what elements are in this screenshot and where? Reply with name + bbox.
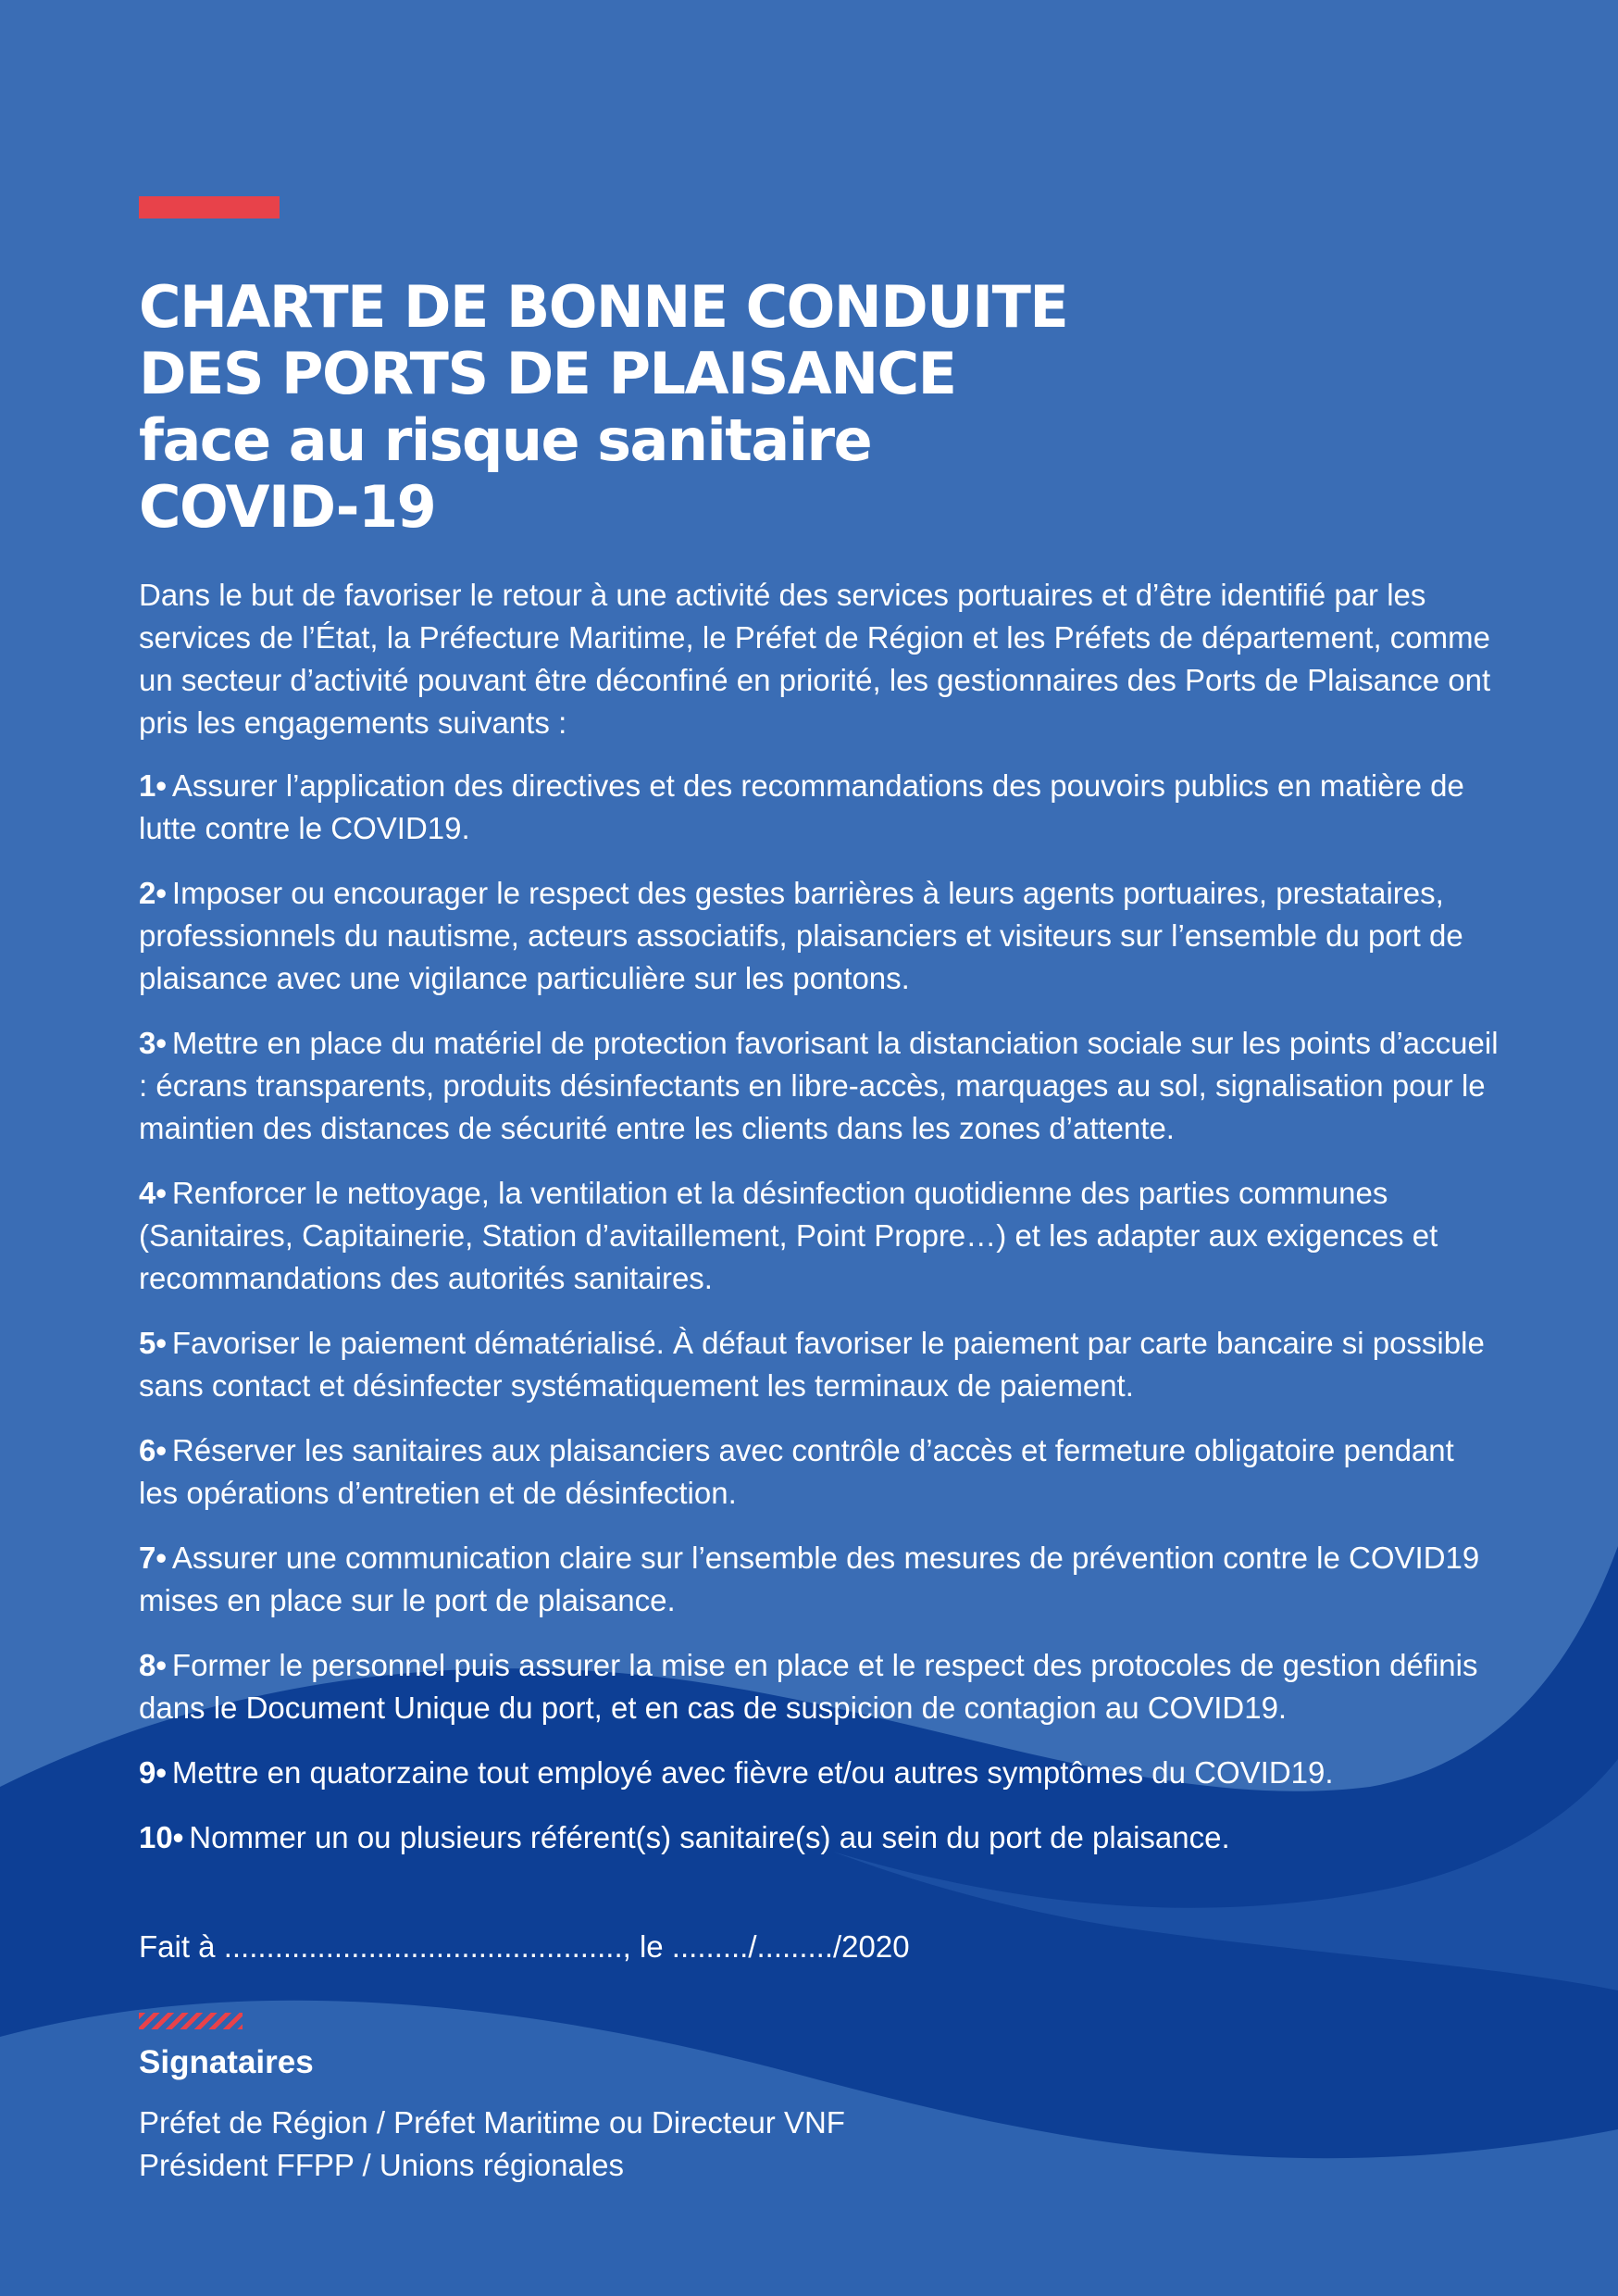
commitment-number: 8 <box>139 1648 156 1682</box>
bullet-separator: • <box>156 1026 167 1060</box>
commitment-text: Mettre en quatorzaine tout employé avec fièvre et/ou autres symptômes du COVID19. <box>171 1755 1334 1790</box>
commitment-number: 6 <box>139 1433 156 1467</box>
title-line-4: COVID-19 <box>139 473 436 541</box>
commitment-number: 1 <box>139 768 156 803</box>
signatory-line-1: Préfet de Région / Préfet Maritime ou Directeur VNF <box>139 2105 845 2140</box>
charter-content <box>139 196 1500 2187</box>
commitment-text: Réserver les sanitaires aux plaisanciers avec contrôle d’accès et fermeture obligatoire pendant les opérations d’entretien et de désinfection. <box>139 1433 1454 1510</box>
title-line-3: face au risque sanitaire <box>139 406 872 474</box>
commitment-number: 3 <box>139 1026 156 1060</box>
commitment-item-4 <box>139 1172 1500 1300</box>
title-line-1: CHARTE DE BONNE CONDUITE <box>139 273 1068 341</box>
bullet-separator: • <box>156 1648 167 1682</box>
commitment-text: Mettre en place du matériel de protection favorisant la distanciation sociale sur les points d’accueil : écrans transparents, produits désinfectants en libre-accès, marquages au sol, signalisation pour le maintien des distances de sécurité entre les clients dans les zones d’attente. <box>139 1026 1499 1145</box>
commitment-number: 7 <box>139 1541 156 1575</box>
commitment-number: 10 <box>139 1820 173 1854</box>
hatch-decoration <box>139 2013 243 2029</box>
commitments-list <box>139 765 1500 1859</box>
commitment-item-3 <box>139 1022 1500 1150</box>
commitment-text: Nommer un ou plusieurs référent(s) sanitaire(s) au sein du port de plaisance. <box>189 1820 1230 1854</box>
commitment-number: 5 <box>139 1326 156 1360</box>
commitment-text: Assurer l’application des directives et des recommandations des pouvoirs publics en matière de lutte contre le COVID19. <box>139 768 1464 845</box>
commitment-text: Former le personnel puis assurer la mise en place et le respect des protocoles de gestion définis dans le Document Unique du port, et en cas de suspicion de contagion au COVID19. <box>139 1648 1478 1725</box>
bullet-separator: • <box>172 1820 184 1854</box>
intro-paragraph: Dans le but de favoriser le retour à une activité des services portuaires et d’être identifié par les services de l’État, la Préfecture Maritime, le Préfet de Région et les Préfets de département, comme un secteur d’activité pouvant être déconfiné en priorité, les gestionnaires des Ports de Plaisance ont pris les engagements suivants : <box>139 578 1491 740</box>
commitment-number: 2 <box>139 876 156 910</box>
commitment-item-7 <box>139 1537 1500 1622</box>
bullet-separator: • <box>156 768 167 803</box>
bullet-separator: • <box>156 1755 167 1790</box>
commitment-number: 4 <box>139 1176 156 1210</box>
commitment-item-2 <box>139 872 1500 1000</box>
commitment-text: Renforcer le nettoyage, la ventilation et la désinfection quotidienne des parties communes (Sanitaires, Capitainerie, Station d’avitaillement, Point Propre…) et les adapter aux exigences et recommandations des autorités sanitaires. <box>139 1176 1438 1295</box>
commitment-item-10 <box>139 1816 1500 1859</box>
commitment-item-8 <box>139 1644 1500 1729</box>
bullet-separator: • <box>156 1176 167 1210</box>
commitment-item-6 <box>139 1429 1500 1515</box>
bullet-separator: • <box>156 1326 167 1360</box>
title-line-2: DES PORTS DE PLAISANCE <box>139 340 956 407</box>
signatory-line-2: Président FFPP / Unions régionales <box>139 2148 624 2182</box>
commitment-item-9 <box>139 1752 1500 1794</box>
commitment-item-1 <box>139 765 1500 850</box>
bullet-separator: • <box>156 876 167 910</box>
commitment-text: Assurer une communication claire sur l’ensemble des mesures de prévention contre le COVID19 mises en place sur le port de plaisance. <box>139 1541 1480 1617</box>
commitment-text: Favoriser le paiement dématérialisé. À défaut favoriser le paiement par carte bancaire si possible sans contact et désinfecter systématiquement les terminaux de paiement. <box>139 1326 1485 1403</box>
commitment-number: 9 <box>139 1755 156 1790</box>
accent-bar <box>139 196 280 218</box>
page-title <box>139 274 1500 541</box>
commitment-text: Imposer ou encourager le respect des gestes barrières à leurs agents portuaires, prestataires, professionnels du nautisme, acteurs associatifs, plaisanciers et visiteurs sur l’ensemble du port de plaisance avec une vigilance particulière sur les pontons. <box>139 876 1463 995</box>
commitment-item-5 <box>139 1322 1500 1407</box>
bullet-separator: • <box>156 1541 167 1575</box>
bullet-separator: • <box>156 1433 167 1467</box>
place-date-line: Fait à ..............................................., le ........./........./2020 <box>139 1929 910 1964</box>
signatories-title: Signataires <box>139 2044 314 2080</box>
